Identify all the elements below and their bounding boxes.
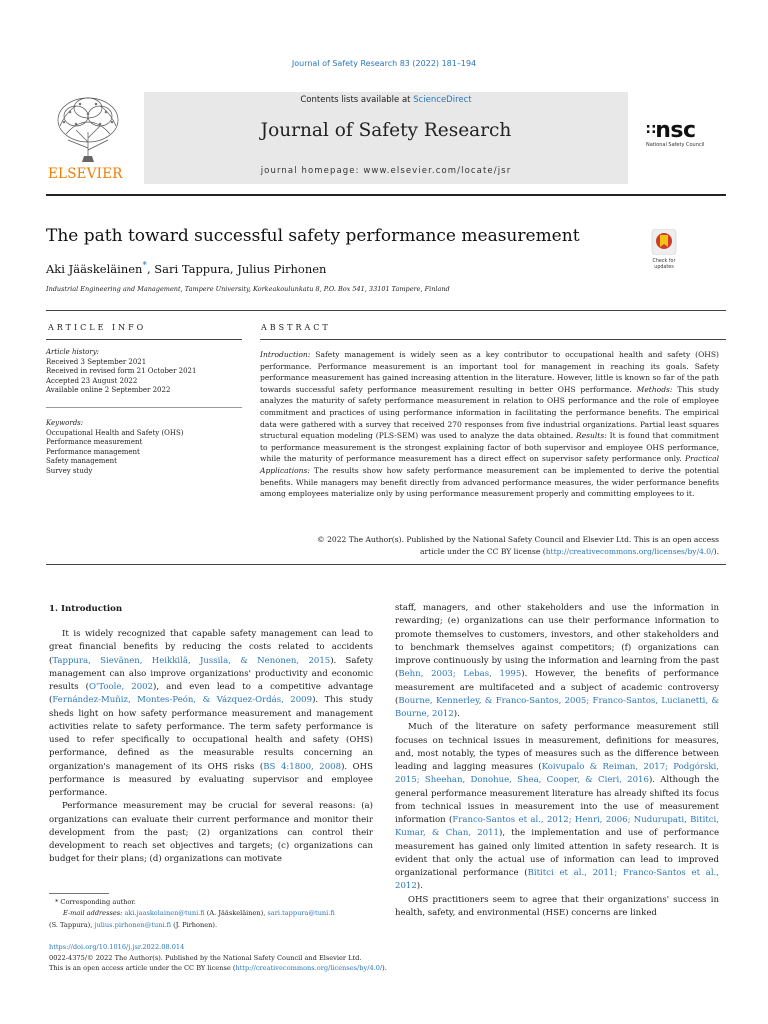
paragraph: Much of the literature on safety performance measurement still focuses on technical issues in measurement, definitions for measures, and, most notably, the types of measures such as the difference between leading and lagging measures (Koivupalo & Reiman, 2017; Podgórski, 2015; Sheehan, Donohue, Shea, Cooper, & Cieri, 2016). Although the general performance measurement literature has already shifted its focus from technical issues in measurement into the use of measurement information (Franco-Santos et al., 2012; Henri, 2006; Nudurupati, Bititci, Kumar, & Chan, 2011), the implementation and use of performance measurement has gained only limited attention in safety research. It is evident that only the actual use of information can lead to improved organizational performance (Bititci et al., 2011; Franco-Santos et al., 2012).	[395, 722, 720, 892]
issn-line: 0022-4375/© 2022 The Author(s). Published by the National Safety Council and Elsevier Ltd.	[49, 953, 362, 962]
sciencedirect-link[interactable]: ScienceDirect	[413, 95, 472, 105]
article-title: The path toward successful safety performance measurement	[46, 226, 580, 246]
nsc-logo	[646, 118, 730, 158]
footnote-rule	[49, 893, 109, 894]
crossmark-icon	[646, 229, 682, 255]
paragraph: OHS practitioners seem to agree that their organizations' success in health, safety, and environmental (HSE) concerns are linked	[395, 894, 719, 918]
citation-link[interactable]: Bititci et al., 2011; Franco-Santos et al., 2012	[395, 868, 719, 892]
paragraph: staff, managers, and other stakeholders and use the information in rewarding; (e) organizations can use their performance information to promote themselves to customers, investors, and other stakeholders and to benchmark themselves against competitors; (f) organizations can improve continuously by using the information and learning from the past (Behn, 2003; Lebas, 1995). However, the benefits of performance measurement are multifaceted and a subject of academic controversy (Bourne, Kennerley, & Franco-Santos, 2005; Franco-Santos, Lucianetti, & Bourne, 2012).	[395, 603, 719, 719]
publication-footer	[49, 942, 387, 974]
cc-license-link[interactable]: http://creativecommons.org/licenses/by/4.0/	[545, 546, 714, 556]
abstract-rule	[260, 339, 726, 340]
doi-link[interactable]: https://doi.org/10.1016/j.jsr.2022.08.014	[49, 943, 185, 951]
citation-link[interactable]: Tappura, Sievänen, Heikkilä, Jussila, & Nenonen, 2015	[52, 655, 331, 666]
crossmark-label: Check for updates	[652, 259, 676, 270]
keyword-item: Performance management	[46, 447, 140, 456]
article-info-label: ARTICLE INFO	[48, 323, 147, 332]
email-link[interactable]: sari.tappura@tuni.fi	[267, 909, 335, 918]
keywords	[46, 419, 184, 477]
crossmark-badge[interactable]	[646, 229, 682, 269]
history-item: Received in revised form 21 October 2021	[46, 367, 197, 376]
journal-title-box	[144, 92, 628, 184]
nsc-wordmark: ∷nsc	[646, 118, 696, 143]
keyword-item: Performance measurement	[46, 438, 143, 447]
journal-title: Journal of Safety Research	[260, 120, 512, 141]
email-link[interactable]: aki.jaaskelainen@tuni.fi	[124, 909, 205, 918]
body-right-column	[395, 602, 719, 920]
citation-link[interactable]: Franco-Santos et al., 2012; Henri, 2006; Nudurupati, Bititci, Kumar, & Chan, 2011	[395, 815, 719, 839]
elsevier-logo	[46, 92, 130, 184]
author-name[interactable]: Aki Jääskeläinen	[46, 261, 143, 276]
section-heading: 1. Introduction	[49, 604, 123, 614]
license-line: This is an open access article under the CC BY license (http://creativecommons.org/licenses/by/4.0/).	[49, 964, 387, 973]
citation-link[interactable]: Koivupalo & Reiman, 2017; Podgórski, 2015; Sheehan, Donohue, Shea, Cooper, & Cieri, 2016	[395, 762, 719, 786]
keyword-item: Safety management	[46, 457, 117, 466]
paragraph: It is widely recognized that capable safety management can lead to great financial benefits by reducing the costs related to accidents (Tappura, Sievänen, Heikkilä, Jussila, & Nenonen, 2015). Safety management can also improve organizations' productivity and economic results (O'Toole, 2002), and even lead to a competitive advantage (Fernández-Muñiz, Montes-Peón, & Vázquez-Ordás, 2009). This study sheds light on how safety performance measurement and management activities relate to safety performance. The term safety performance is used to refer specifically to occupational health and safety (OHS) performance, defined as the measurable results concerning an organization's management of its OHS risks (BS 4:1800, 2008). OHS performance is measured by evaluating supervisor and employee performance.	[49, 629, 374, 798]
journal-homepage-link[interactable]: journal homepage: www.elsevier.com/locate/jsr	[260, 166, 512, 176]
affiliation-rule	[46, 310, 726, 311]
nsc-subtitle: National Safety Council	[646, 142, 705, 148]
article-history	[46, 348, 196, 396]
cc-license-link[interactable]: http://creativecommons.org/licenses/by/4.0/	[235, 964, 383, 973]
abstract-text: Introduction: Safety management is widely seen as a key contributor to occupational health and safety (OHS) performance. Performance measurement is an important tool for management in reaching its goals. Safety performance measurement has gained increasing attention in the literature. However, little is known so far of the path towards successful safety performance measurement resulting in better OHS performance. Methods: This study analyzes the maturity of safety performance measurement in relation to OHS performance and the role of employee commitment and practices of using performance information in facilitating the performance benefits. The empirical data were gathered with a survey that received 270 responses from five industrial organizations. Partial least squares structural equation modeling (PLS-SEM) was used to analyze the data obtained. Results: It is found that commitment to performance measurement is the strongest explaining factor of both supervisor and employee OHS performance, while the maturity of performance measurement has a direct effect on supervisor safety performance only. Practical Applications: The results show how safety performance measurement can be implemented to derive the potential benefits. While managers may benefit directly from advanced performance measures, the wider performance benefits among employees materialize only by using performance measurement properly and committing employees to it.	[260, 350, 720, 499]
footnote: * Corresponding author. E-mail addresses: aki.jaaskelainen@tuni.fi (A. Jääskeläinen), sari.tappura@tuni.fi (S. Tappura), julius.pirhonen@tuni.fi (J. Pirhonen).	[49, 898, 335, 929]
elsevier-tree-icon	[46, 92, 130, 166]
journal-citation-link[interactable]: Journal of Safety Research 83 (2022) 181–194	[291, 59, 477, 68]
affiliation: Industrial Engineering and Management, Tampere University, Korkeakoulunkatu 8, P.O. Box 541, 33101 Tampere, Finland	[46, 285, 450, 293]
abstract-label: ABSTRACT	[261, 323, 331, 332]
paragraph: Performance measurement may be crucial for several reasons: (a) organizations can evaluate their current performance and monitor their development from the past; (2) organizations can control their development to reach set objectives and targets; (c) organizations can budget for their plans; (d) organizations can motivate	[49, 801, 373, 865]
history-item: Available online 2 September 2022	[46, 386, 171, 395]
email-link[interactable]: julius.pirhonen@tuni.fi	[94, 920, 172, 929]
header-rule	[46, 194, 726, 196]
author-list	[46, 261, 326, 276]
history-heading: Article history:	[46, 348, 100, 356]
body-left-column	[49, 628, 373, 867]
keyword-item: Occupational Health and Safety (OHS)	[46, 428, 184, 437]
corresponding-author-mark[interactable]: *	[142, 261, 147, 271]
article-info-rule	[46, 339, 242, 340]
history-item: Received 3 September 2021	[46, 357, 147, 366]
elsevier-wordmark: ELSEVIER	[48, 166, 123, 182]
history-item: Accepted 23 August 2022	[46, 376, 138, 385]
keywords-heading: Keywords:	[46, 419, 84, 427]
author-names-rest: , Sari Tappura, Julius Pirhonen	[146, 261, 327, 276]
citation-link[interactable]: BS 4:1800, 2008	[263, 761, 342, 772]
abstract-bottom-rule	[46, 564, 726, 565]
abstract-copyright: © 2022 The Author(s). Published by the National Safety Council and Elsevier Ltd. This is an open access article under the CC BY license (http://creativecommons.org/licenses/by/4.0/).	[317, 535, 719, 556]
keyword-item: Survey study	[46, 466, 93, 475]
citation-link[interactable]: Fernández-Muñiz, Montes-Peón, & Vázquez-Ordás, 2009	[52, 695, 313, 706]
citation-link[interactable]: Behn, 2003; Lebas, 1995	[398, 669, 522, 680]
keywords-rule	[46, 407, 242, 408]
citation-link[interactable]: Bourne, Kennerley, & Franco-Santos, 2005; Franco-Santos, Lucianetti, & Bourne, 2012	[395, 695, 719, 719]
citation-link[interactable]: O'Toole, 2002	[89, 682, 154, 692]
contents-line: Contents lists available at ScienceDirect	[300, 95, 472, 105]
journal-header	[46, 92, 726, 184]
